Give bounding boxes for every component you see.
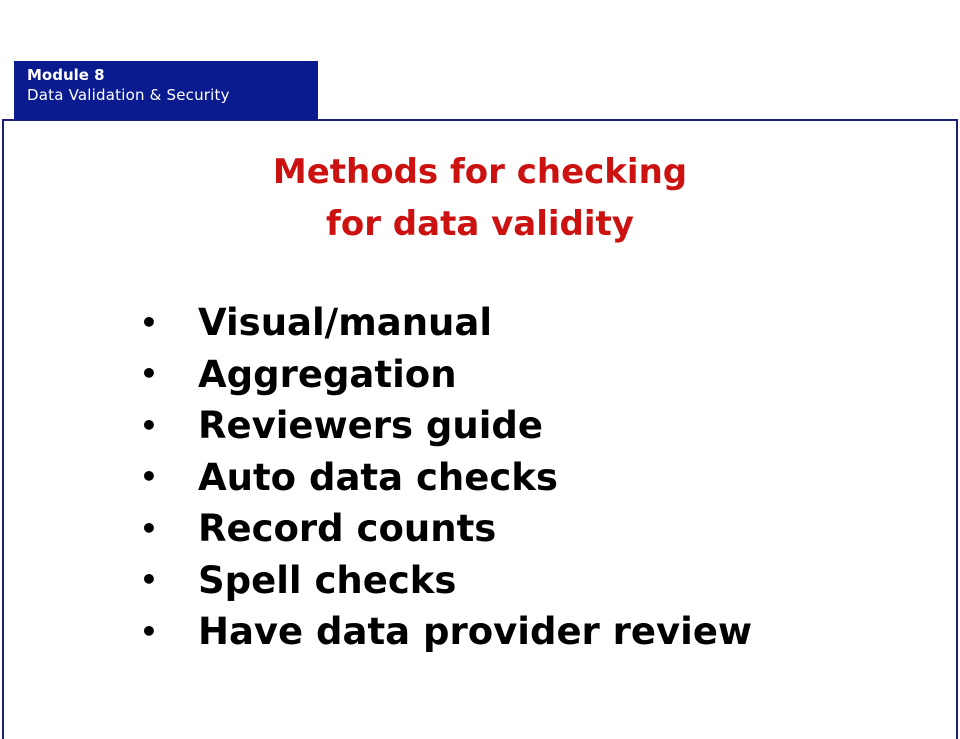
bullet-icon: •: [140, 563, 158, 597]
list-item-label: Aggregation: [198, 352, 457, 396]
list-item: [140, 555, 752, 607]
slide-title-line-1: Methods for checking: [272, 152, 688, 192]
list-item: [140, 606, 752, 658]
bullet-icon: •: [140, 614, 158, 648]
list-item-label: Record counts: [198, 507, 497, 551]
list-item: [140, 349, 752, 401]
module-badge: [14, 61, 318, 120]
validity-methods-list: [140, 297, 752, 658]
slide-title: [0, 146, 960, 250]
module-number: Module 8: [27, 66, 105, 84]
bullet-icon: •: [140, 357, 158, 391]
list-item-label: Spell checks: [198, 558, 457, 602]
bullet-icon: •: [140, 305, 158, 339]
list-item: [140, 297, 752, 349]
slide-title-line-2: for data validity: [326, 204, 634, 244]
bullet-icon: •: [140, 460, 158, 494]
list-item: [140, 452, 752, 504]
list-item: [140, 503, 752, 555]
list-item-label: Auto data checks: [198, 455, 558, 499]
list-item-label: Reviewers guide: [198, 404, 543, 448]
bullet-icon: •: [140, 408, 158, 442]
list-item-label: Visual/manual: [198, 301, 493, 345]
list-item: [140, 400, 752, 452]
list-item-label: Have data provider review: [198, 610, 753, 654]
module-name: Data Validation & Security: [27, 86, 230, 104]
bullet-icon: •: [140, 511, 158, 545]
